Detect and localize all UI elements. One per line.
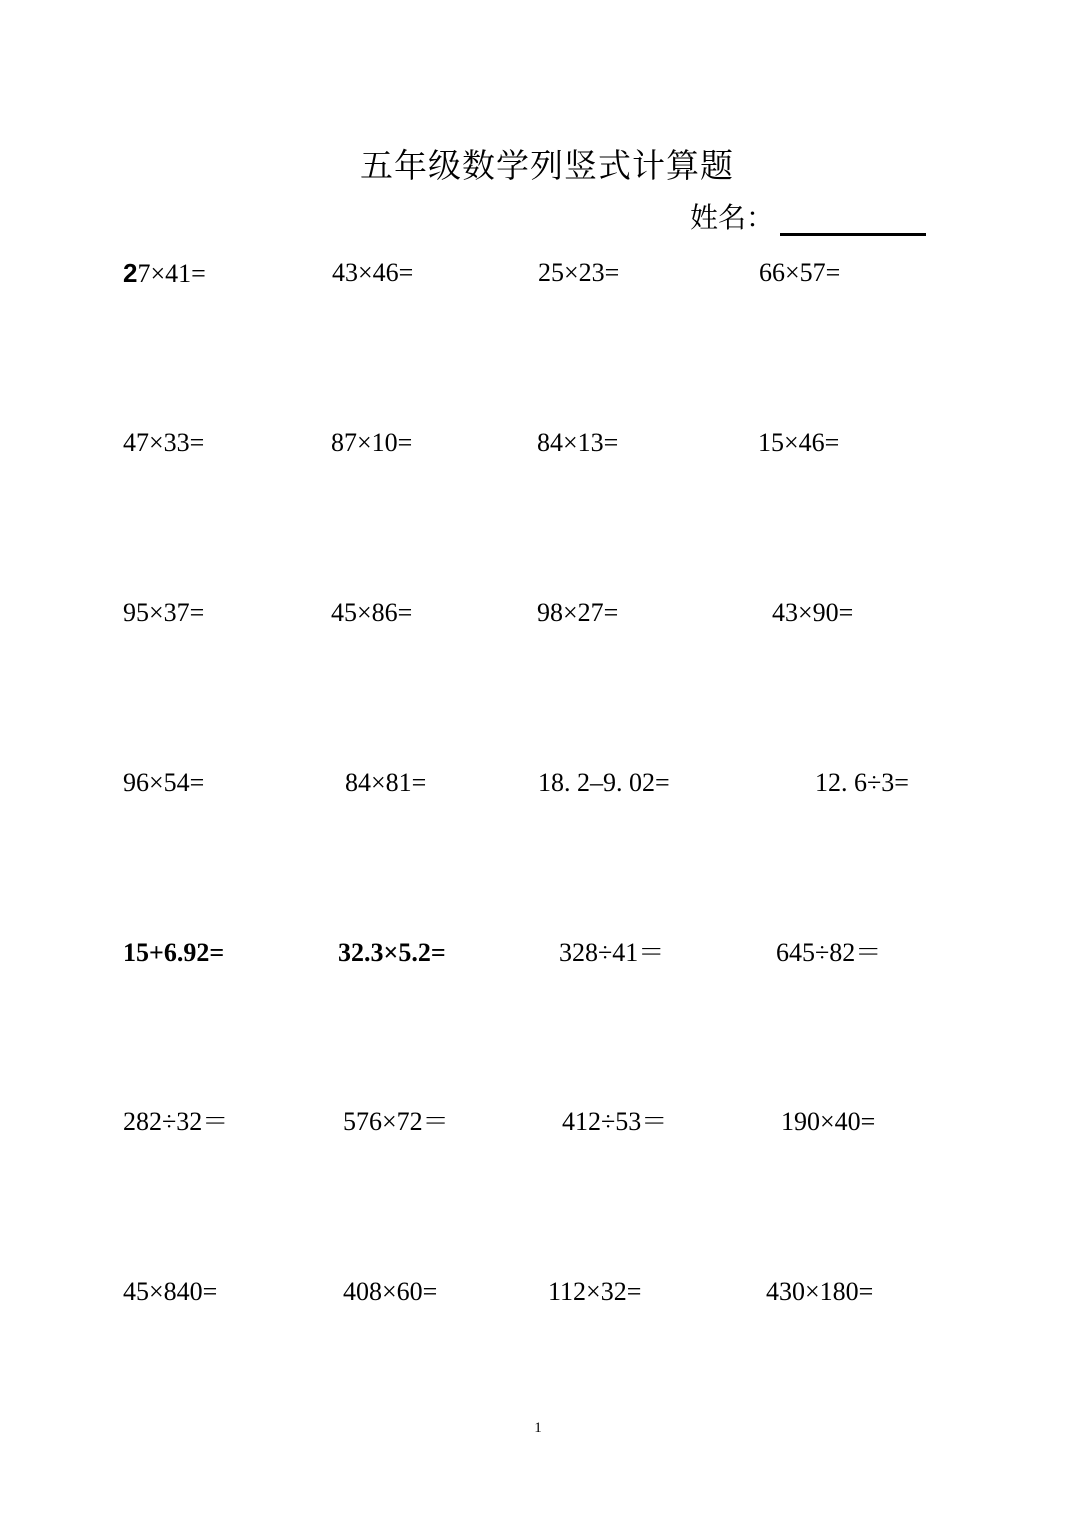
name-label: 姓名：: [690, 201, 775, 234]
problem-r3c3: 98×27=: [537, 598, 619, 627]
problem-r2c4: 15×46=: [758, 428, 840, 457]
problem-r1c3: 25×23=: [538, 258, 620, 287]
problem-r2c1: 47×33=: [123, 428, 205, 457]
problem-r6c2: 576×72＝: [343, 1107, 449, 1136]
problem-r4c1: 96×54=: [123, 768, 205, 797]
problem-r5c1: 15+6.92=: [123, 938, 225, 967]
problem-r5c3: 328÷41＝: [559, 938, 665, 967]
problem-r7c2: 408×60=: [343, 1277, 438, 1306]
problem-r5c2: 32.3×5.2=: [338, 938, 446, 967]
problem-r6c3: 412÷53＝: [562, 1107, 668, 1136]
problem-r3c4: 43×90=: [772, 598, 854, 627]
problem-r3c1: 95×37=: [123, 598, 205, 627]
problem-r1c2: 43×46=: [332, 258, 414, 287]
problem-r4c2: 84×81=: [345, 768, 427, 797]
problem-r7c3: 112×32=: [548, 1277, 642, 1306]
problem-r4c3: 18. 2–9. 02=: [538, 768, 670, 797]
problem-r2c3: 84×13=: [537, 428, 619, 457]
problem-r3c2: 45×86=: [331, 598, 413, 627]
problem-r4c4: 12. 6÷3=: [815, 768, 909, 797]
problem-r6c4: 190×40=: [781, 1107, 876, 1136]
problem-r7c1: 45×840=: [123, 1277, 218, 1306]
problem-r1c1-rest: 7×41=: [137, 259, 206, 288]
page-number: 1: [534, 1420, 542, 1436]
problem-r7c4: 430×180=: [766, 1277, 874, 1306]
page-title: 五年级数学列竖式计算题: [360, 146, 734, 185]
problem-r2c2: 87×10=: [331, 428, 413, 457]
problem-r1c1-lead: 2: [123, 258, 138, 288]
name-field: [690, 196, 926, 236]
problem-r1c4: 66×57=: [759, 258, 841, 287]
problem-r1c1: [123, 260, 206, 287]
name-blank-line[interactable]: [780, 203, 926, 236]
problem-r6c1: 282÷32＝: [123, 1107, 229, 1136]
problem-r5c4: 645÷82＝: [776, 938, 882, 967]
